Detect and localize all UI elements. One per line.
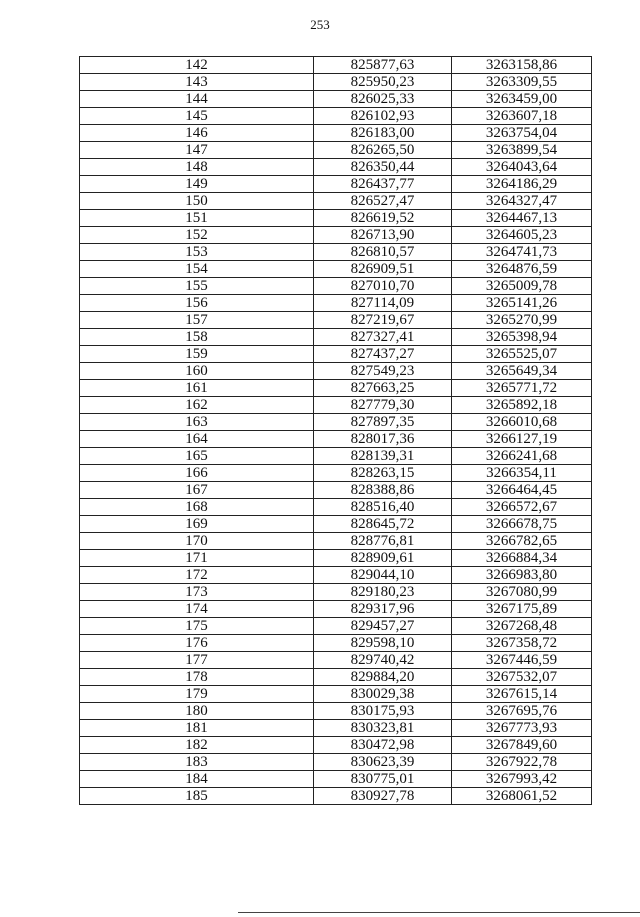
x-coordinate-cell: 826810,57 xyxy=(314,244,452,261)
table-row xyxy=(80,482,592,499)
page-number: 253 xyxy=(310,17,330,32)
y-coordinate-cell: 3263158,86 xyxy=(452,57,592,74)
y-coordinate-cell: 3267532,07 xyxy=(452,669,592,686)
table-row xyxy=(80,584,592,601)
x-coordinate-cell: 830775,01 xyxy=(314,771,452,788)
point-number-cell: 171 xyxy=(80,550,314,567)
y-coordinate-cell: 3267358,72 xyxy=(452,635,592,652)
point-number-cell: 157 xyxy=(80,312,314,329)
table-row xyxy=(80,686,592,703)
point-number-cell: 159 xyxy=(80,346,314,363)
table-row xyxy=(80,550,592,567)
y-coordinate-cell: 3267993,42 xyxy=(452,771,592,788)
x-coordinate-cell: 826437,77 xyxy=(314,176,452,193)
table-row xyxy=(80,431,592,448)
y-coordinate-cell: 3265398,94 xyxy=(452,329,592,346)
y-coordinate-cell: 3266678,75 xyxy=(452,516,592,533)
x-coordinate-cell: 827437,27 xyxy=(314,346,452,363)
coordinates-table xyxy=(79,56,592,805)
table-row xyxy=(80,278,592,295)
x-coordinate-cell: 827010,70 xyxy=(314,278,452,295)
point-number-cell: 143 xyxy=(80,74,314,91)
table-row xyxy=(80,176,592,193)
point-number-cell: 177 xyxy=(80,652,314,669)
x-coordinate-cell: 827114,09 xyxy=(314,295,452,312)
point-number-cell: 164 xyxy=(80,431,314,448)
x-coordinate-cell: 828388,86 xyxy=(314,482,452,499)
point-number-cell: 163 xyxy=(80,414,314,431)
y-coordinate-cell: 3265771,72 xyxy=(452,380,592,397)
y-coordinate-cell: 3266354,11 xyxy=(452,465,592,482)
y-coordinate-cell: 3267615,14 xyxy=(452,686,592,703)
point-number-cell: 158 xyxy=(80,329,314,346)
x-coordinate-cell: 826619,52 xyxy=(314,210,452,227)
y-coordinate-cell: 3267773,93 xyxy=(452,720,592,737)
point-number-cell: 173 xyxy=(80,584,314,601)
table-row xyxy=(80,499,592,516)
x-coordinate-cell: 827897,35 xyxy=(314,414,452,431)
y-coordinate-cell: 3267695,76 xyxy=(452,703,592,720)
y-coordinate-cell: 3266010,68 xyxy=(452,414,592,431)
y-coordinate-cell: 3265009,78 xyxy=(452,278,592,295)
y-coordinate-cell: 3263459,00 xyxy=(452,91,592,108)
table-row xyxy=(80,244,592,261)
x-coordinate-cell: 828909,61 xyxy=(314,550,452,567)
y-coordinate-cell: 3265649,34 xyxy=(452,363,592,380)
table-row xyxy=(80,125,592,142)
x-coordinate-cell: 826713,90 xyxy=(314,227,452,244)
point-number-cell: 165 xyxy=(80,448,314,465)
x-coordinate-cell: 830029,38 xyxy=(314,686,452,703)
x-coordinate-cell: 828263,15 xyxy=(314,465,452,482)
point-number-cell: 147 xyxy=(80,142,314,159)
point-number-cell: 183 xyxy=(80,754,314,771)
table-row xyxy=(80,618,592,635)
table-row xyxy=(80,703,592,720)
y-coordinate-cell: 3266127,19 xyxy=(452,431,592,448)
x-coordinate-cell: 826102,93 xyxy=(314,108,452,125)
point-number-cell: 146 xyxy=(80,125,314,142)
table-row xyxy=(80,720,592,737)
table-row xyxy=(80,397,592,414)
x-coordinate-cell: 829317,96 xyxy=(314,601,452,618)
y-coordinate-cell: 3263754,04 xyxy=(452,125,592,142)
x-coordinate-cell: 829740,42 xyxy=(314,652,452,669)
table-row xyxy=(80,567,592,584)
y-coordinate-cell: 3267268,48 xyxy=(452,618,592,635)
point-number-cell: 167 xyxy=(80,482,314,499)
table-row xyxy=(80,295,592,312)
table-row xyxy=(80,601,592,618)
table-row xyxy=(80,91,592,108)
x-coordinate-cell: 828516,40 xyxy=(314,499,452,516)
point-number-cell: 149 xyxy=(80,176,314,193)
point-number-cell: 148 xyxy=(80,159,314,176)
x-coordinate-cell: 825950,23 xyxy=(314,74,452,91)
point-number-cell: 184 xyxy=(80,771,314,788)
x-coordinate-cell: 828139,31 xyxy=(314,448,452,465)
x-coordinate-cell: 827549,23 xyxy=(314,363,452,380)
y-coordinate-cell: 3264876,59 xyxy=(452,261,592,278)
point-number-cell: 185 xyxy=(80,788,314,805)
point-number-cell: 166 xyxy=(80,465,314,482)
point-number-cell: 170 xyxy=(80,533,314,550)
y-coordinate-cell: 3263899,54 xyxy=(452,142,592,159)
x-coordinate-cell: 827327,41 xyxy=(314,329,452,346)
x-coordinate-cell: 826527,47 xyxy=(314,193,452,210)
table-row xyxy=(80,363,592,380)
y-coordinate-cell: 3264043,64 xyxy=(452,159,592,176)
x-coordinate-cell: 830323,81 xyxy=(314,720,452,737)
x-coordinate-cell: 826909,51 xyxy=(314,261,452,278)
table-row xyxy=(80,57,592,74)
table-row xyxy=(80,516,592,533)
y-coordinate-cell: 3266983,80 xyxy=(452,567,592,584)
table-row xyxy=(80,380,592,397)
table-row xyxy=(80,312,592,329)
table-row xyxy=(80,635,592,652)
x-coordinate-cell: 826265,50 xyxy=(314,142,452,159)
x-coordinate-cell: 828645,72 xyxy=(314,516,452,533)
table-row xyxy=(80,261,592,278)
point-number-cell: 161 xyxy=(80,380,314,397)
table-row xyxy=(80,754,592,771)
y-coordinate-cell: 3264605,23 xyxy=(452,227,592,244)
point-number-cell: 180 xyxy=(80,703,314,720)
table-row xyxy=(80,414,592,431)
point-number-cell: 145 xyxy=(80,108,314,125)
y-coordinate-cell: 3265892,18 xyxy=(452,397,592,414)
x-coordinate-cell: 829457,27 xyxy=(314,618,452,635)
x-coordinate-cell: 827779,30 xyxy=(314,397,452,414)
table-row xyxy=(80,227,592,244)
point-number-cell: 160 xyxy=(80,363,314,380)
table-row xyxy=(80,465,592,482)
y-coordinate-cell: 3265270,99 xyxy=(452,312,592,329)
x-coordinate-cell: 830623,39 xyxy=(314,754,452,771)
y-coordinate-cell: 3266782,65 xyxy=(452,533,592,550)
x-coordinate-cell: 829180,23 xyxy=(314,584,452,601)
x-coordinate-cell: 829044,10 xyxy=(314,567,452,584)
x-coordinate-cell: 829884,20 xyxy=(314,669,452,686)
y-coordinate-cell: 3267922,78 xyxy=(452,754,592,771)
point-number-cell: 154 xyxy=(80,261,314,278)
x-coordinate-cell: 830175,93 xyxy=(314,703,452,720)
x-coordinate-cell: 828776,81 xyxy=(314,533,452,550)
y-coordinate-cell: 3263309,55 xyxy=(452,74,592,91)
point-number-cell: 144 xyxy=(80,91,314,108)
table-row xyxy=(80,448,592,465)
table-row xyxy=(80,346,592,363)
x-coordinate-cell: 826350,44 xyxy=(314,159,452,176)
y-coordinate-cell: 3266241,68 xyxy=(452,448,592,465)
point-number-cell: 181 xyxy=(80,720,314,737)
point-number-cell: 151 xyxy=(80,210,314,227)
point-number-cell: 152 xyxy=(80,227,314,244)
point-number-cell: 162 xyxy=(80,397,314,414)
footer-rule xyxy=(238,912,640,913)
point-number-cell: 155 xyxy=(80,278,314,295)
point-number-cell: 179 xyxy=(80,686,314,703)
point-number-cell: 172 xyxy=(80,567,314,584)
point-number-cell: 175 xyxy=(80,618,314,635)
x-coordinate-cell: 825877,63 xyxy=(314,57,452,74)
y-coordinate-cell: 3264741,73 xyxy=(452,244,592,261)
y-coordinate-cell: 3264327,47 xyxy=(452,193,592,210)
point-number-cell: 182 xyxy=(80,737,314,754)
point-number-cell: 150 xyxy=(80,193,314,210)
x-coordinate-cell: 827219,67 xyxy=(314,312,452,329)
point-number-cell: 174 xyxy=(80,601,314,618)
x-coordinate-cell: 827663,25 xyxy=(314,380,452,397)
y-coordinate-cell: 3263607,18 xyxy=(452,108,592,125)
table-row xyxy=(80,788,592,805)
y-coordinate-cell: 3264186,29 xyxy=(452,176,592,193)
table-row xyxy=(80,159,592,176)
point-number-cell: 142 xyxy=(80,57,314,74)
y-coordinate-cell: 3266884,34 xyxy=(452,550,592,567)
y-coordinate-cell: 3266572,67 xyxy=(452,499,592,516)
coordinates-table-body xyxy=(80,57,592,805)
point-number-cell: 176 xyxy=(80,635,314,652)
x-coordinate-cell: 830927,78 xyxy=(314,788,452,805)
table-row xyxy=(80,210,592,227)
table-row xyxy=(80,74,592,91)
x-coordinate-cell: 829598,10 xyxy=(314,635,452,652)
y-coordinate-cell: 3267849,60 xyxy=(452,737,592,754)
table-row xyxy=(80,108,592,125)
y-coordinate-cell: 3265141,26 xyxy=(452,295,592,312)
table-row xyxy=(80,737,592,754)
y-coordinate-cell: 3266464,45 xyxy=(452,482,592,499)
table-row xyxy=(80,533,592,550)
y-coordinate-cell: 3267080,99 xyxy=(452,584,592,601)
x-coordinate-cell: 828017,36 xyxy=(314,431,452,448)
y-coordinate-cell: 3265525,07 xyxy=(452,346,592,363)
point-number-cell: 169 xyxy=(80,516,314,533)
point-number-cell: 168 xyxy=(80,499,314,516)
y-coordinate-cell: 3267175,89 xyxy=(452,601,592,618)
x-coordinate-cell: 826183,00 xyxy=(314,125,452,142)
table-row xyxy=(80,142,592,159)
table-row xyxy=(80,652,592,669)
table-row xyxy=(80,669,592,686)
point-number-cell: 153 xyxy=(80,244,314,261)
y-coordinate-cell: 3268061,52 xyxy=(452,788,592,805)
x-coordinate-cell: 830472,98 xyxy=(314,737,452,754)
table-row xyxy=(80,329,592,346)
table-row xyxy=(80,771,592,788)
y-coordinate-cell: 3264467,13 xyxy=(452,210,592,227)
point-number-cell: 156 xyxy=(80,295,314,312)
x-coordinate-cell: 826025,33 xyxy=(314,91,452,108)
point-number-cell: 178 xyxy=(80,669,314,686)
y-coordinate-cell: 3267446,59 xyxy=(452,652,592,669)
table-row xyxy=(80,193,592,210)
